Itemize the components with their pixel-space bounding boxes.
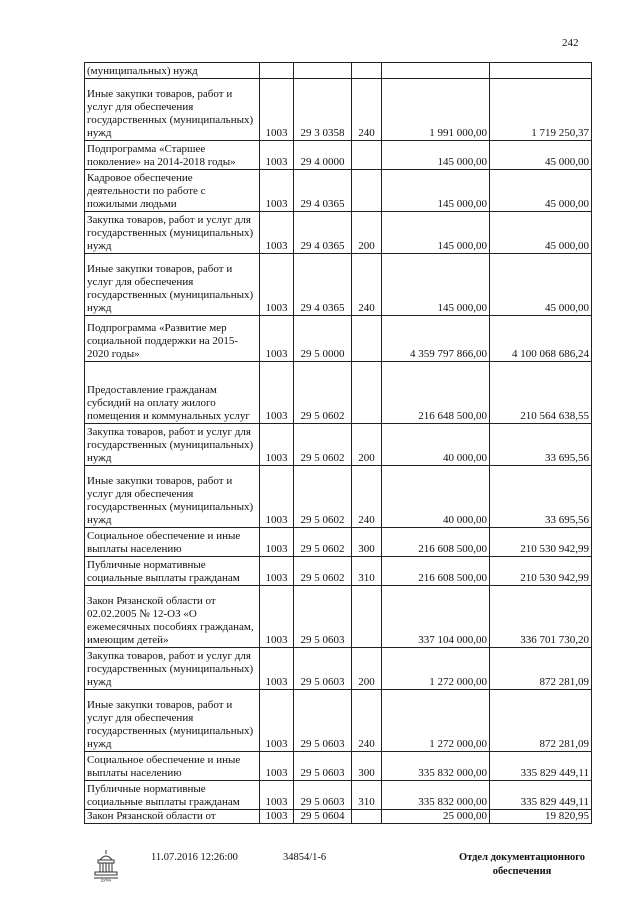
cell-fact: 872 281,09 [490, 648, 592, 690]
cell-vr: 240 [352, 254, 382, 316]
cell-vr [352, 316, 382, 362]
footer-datetime: 11.07.2016 12:26:00 [151, 852, 238, 863]
cell-plan: 337 104 000,00 [382, 586, 490, 648]
cell-name: Предоставление гражданам субсидий на оплату жилого помещения и коммунальных услуг [85, 362, 260, 424]
cell-plan: 145 000,00 [382, 170, 490, 212]
cell-name: Социальное обеспечение и иные выплаты населению [85, 752, 260, 781]
table-row [85, 781, 592, 810]
cell-fact: 19 820,95 [490, 810, 592, 824]
cell-rz: 1003 [260, 79, 294, 141]
cell-vr: 200 [352, 648, 382, 690]
cell-rz [260, 63, 294, 79]
cell-cs: 29 4 0365 [294, 170, 352, 212]
cell-name: Публичные нормативные социальные выплаты гражданам [85, 557, 260, 586]
cell-plan: 25 000,00 [382, 810, 490, 824]
cell-plan: 40 000,00 [382, 466, 490, 528]
cell-fact: 4 100 068 686,24 [490, 316, 592, 362]
cell-fact: 335 829 449,11 [490, 781, 592, 810]
cell-rz: 1003 [260, 212, 294, 254]
cell-name: (муниципальных) нужд [85, 63, 260, 79]
department-line-2: обеспечения [492, 866, 552, 877]
cell-name: Кадровое обеспечение деятельности по работе с пожилыми людьми [85, 170, 260, 212]
cell-rz: 1003 [260, 648, 294, 690]
cell-rz: 1003 [260, 752, 294, 781]
cell-name: Иные закупки товаров, работ и услуг для обеспечения государственных (муниципальных) нужд [85, 690, 260, 752]
cell-vr [352, 586, 382, 648]
table-row [85, 528, 592, 557]
cell-cs: 29 5 0602 [294, 362, 352, 424]
cell-name: Закупка товаров, работ и услуг для государственных (муниципальных) нужд [85, 212, 260, 254]
cell-vr [352, 63, 382, 79]
cell-plan: 145 000,00 [382, 212, 490, 254]
cell-plan: 1 272 000,00 [382, 648, 490, 690]
cell-vr: 310 [352, 781, 382, 810]
cell-rz: 1003 [260, 586, 294, 648]
cell-fact: 45 000,00 [490, 212, 592, 254]
cell-name: Публичные нормативные социальные выплаты гражданам [85, 781, 260, 810]
cell-rz: 1003 [260, 170, 294, 212]
cell-fact: 210 530 942,99 [490, 557, 592, 586]
cell-fact: 33 695,56 [490, 466, 592, 528]
cell-rz: 1003 [260, 557, 294, 586]
budget-table-body [85, 63, 592, 824]
cell-vr: 240 [352, 466, 382, 528]
cell-rz: 1003 [260, 690, 294, 752]
cell-vr: 200 [352, 424, 382, 466]
table-row [85, 648, 592, 690]
cell-cs: 29 5 0604 [294, 810, 352, 824]
cell-name: Иные закупки товаров, работ и услуг для обеспечения государственных (муниципальных) нужд [85, 466, 260, 528]
table-row [85, 466, 592, 528]
cell-name: Закупка товаров, работ и услуг для государственных (муниципальных) нужд [85, 648, 260, 690]
cell-rz: 1003 [260, 254, 294, 316]
cell-cs: 29 5 0602 [294, 528, 352, 557]
table-row [85, 557, 592, 586]
cell-fact: 872 281,09 [490, 690, 592, 752]
cell-cs: 29 5 0602 [294, 557, 352, 586]
department-line-1: Отдел документационного [458, 852, 586, 863]
cell-rz: 1003 [260, 528, 294, 557]
table-row [85, 690, 592, 752]
cell-name: Социальное обеспечение и иные выплаты населению [85, 528, 260, 557]
cell-rz: 1003 [260, 424, 294, 466]
cell-cs: 29 5 0603 [294, 752, 352, 781]
table-row [85, 424, 592, 466]
cell-plan: 216 608 500,00 [382, 528, 490, 557]
cell-cs: 29 4 0365 [294, 254, 352, 316]
cell-vr [352, 170, 382, 212]
cell-rz: 1003 [260, 141, 294, 170]
table-row [85, 316, 592, 362]
cell-name: Иные закупки товаров, работ и услуг для обеспечения государственных (муниципальных) нужд [85, 254, 260, 316]
cell-fact: 33 695,56 [490, 424, 592, 466]
cell-rz: 1003 [260, 810, 294, 824]
cell-plan: 335 832 000,00 [382, 781, 490, 810]
cell-cs: 29 3 0358 [294, 79, 352, 141]
cell-plan: 40 000,00 [382, 424, 490, 466]
cell-cs: 29 4 0000 [294, 141, 352, 170]
cell-vr: 240 [352, 79, 382, 141]
cell-plan: 145 000,00 [382, 254, 490, 316]
cell-fact: 1 719 250,37 [490, 79, 592, 141]
svg-text:ДУМА: ДУМА [100, 878, 112, 882]
cell-fact: 335 829 449,11 [490, 752, 592, 781]
cell-fact: 45 000,00 [490, 254, 592, 316]
cell-name: Закон Рязанской области от [85, 810, 260, 824]
cell-name: Закон Рязанской области от 02.02.2005 № 12-ОЗ «О ежемесячных пособиях гражданам, имеющим детей» [85, 586, 260, 648]
cell-name: Подпрограмма «Развитие мер социальной поддержки на 2015-2020 годы» [85, 316, 260, 362]
cell-plan: 1 991 000,00 [382, 79, 490, 141]
duma-building-icon [92, 848, 120, 882]
department-stamp [447, 851, 597, 879]
cell-fact: 336 701 730,20 [490, 586, 592, 648]
cell-rz: 1003 [260, 362, 294, 424]
table-row [85, 362, 592, 424]
cell-fact [490, 63, 592, 79]
cell-vr: 300 [352, 528, 382, 557]
cell-cs: 29 4 0365 [294, 212, 352, 254]
cell-vr [352, 810, 382, 824]
cell-cs: 29 5 0603 [294, 648, 352, 690]
cell-cs: 29 5 0603 [294, 781, 352, 810]
table-row [85, 63, 592, 79]
cell-vr: 300 [352, 752, 382, 781]
table-row [85, 212, 592, 254]
cell-plan: 4 359 797 866,00 [382, 316, 490, 362]
cell-plan: 216 648 500,00 [382, 362, 490, 424]
cell-plan: 1 272 000,00 [382, 690, 490, 752]
table-row [85, 752, 592, 781]
cell-cs [294, 63, 352, 79]
cell-cs: 29 5 0602 [294, 424, 352, 466]
cell-name: Иные закупки товаров, работ и услуг для обеспечения государственных (муниципальных) нужд [85, 79, 260, 141]
cell-fact: 45 000,00 [490, 141, 592, 170]
cell-rz: 1003 [260, 466, 294, 528]
cell-cs: 29 5 0000 [294, 316, 352, 362]
cell-cs: 29 5 0603 [294, 690, 352, 752]
cell-plan: 216 608 500,00 [382, 557, 490, 586]
table-row [85, 170, 592, 212]
cell-vr [352, 362, 382, 424]
footer-doc-number: 34854/1-6 [283, 852, 327, 863]
cell-fact: 45 000,00 [490, 170, 592, 212]
cell-plan: 335 832 000,00 [382, 752, 490, 781]
cell-name: Закупка товаров, работ и услуг для государственных (муниципальных) нужд [85, 424, 260, 466]
table-row [85, 79, 592, 141]
table-row [85, 254, 592, 316]
cell-vr: 240 [352, 690, 382, 752]
cell-plan [382, 63, 490, 79]
cell-vr: 200 [352, 212, 382, 254]
table-row [85, 141, 592, 170]
cell-fact: 210 530 942,99 [490, 528, 592, 557]
cell-vr [352, 141, 382, 170]
cell-plan: 145 000,00 [382, 141, 490, 170]
cell-rz: 1003 [260, 316, 294, 362]
cell-cs: 29 5 0602 [294, 466, 352, 528]
cell-cs: 29 5 0603 [294, 586, 352, 648]
page-number: 242 [562, 37, 579, 49]
table-row [85, 586, 592, 648]
budget-table [84, 62, 592, 824]
cell-vr: 310 [352, 557, 382, 586]
cell-rz: 1003 [260, 781, 294, 810]
cell-fact: 210 564 638,55 [490, 362, 592, 424]
cell-name: Подпрограмма «Старшее поколение» на 2014-2018 годы» [85, 141, 260, 170]
table-row [85, 810, 592, 824]
